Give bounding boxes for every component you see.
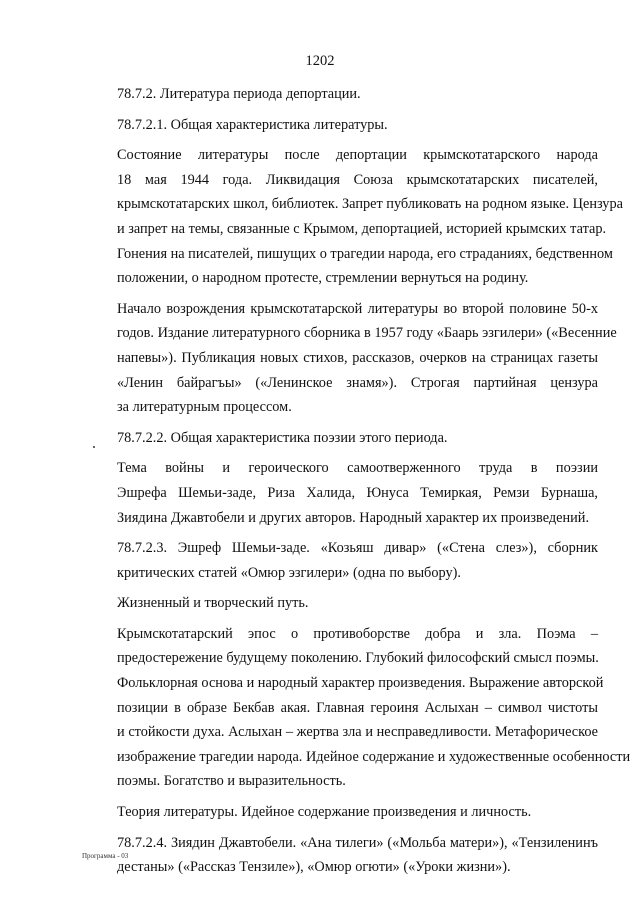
text-line: критических статей «Омюр эзгилери» (одна по выбору).	[117, 564, 461, 581]
paragraph-epic	[80, 622, 631, 794]
paragraph-life-path	[80, 591, 598, 616]
text-line: изображение трагедии народа. Идейное содержание и художественные особенности	[117, 748, 631, 765]
text-line: за литературным процессом.	[117, 399, 292, 416]
text-line: Жизненный и творческий путь.	[117, 595, 309, 612]
text-line: дестаны» («Рассказ Тензиле»), «Омюр огюти» («Уроки жизни»).	[117, 859, 511, 876]
scan-speck	[93, 446, 95, 448]
text-line: «Ленин байрагъы» («Ленинское знамя»). Строгая партийная цензура	[117, 374, 598, 391]
text-line: 78.7.2.4. Зиядин Джавтобели. «Ана тилеги» («Мольба матери»), «Тензиленинъ	[117, 834, 598, 851]
text-line: Начало возрождения крымскотатарской литературы во второй половине 50-х	[117, 300, 598, 317]
text-line: 18 мая 1944 года. Ликвидация Союза крымскотатарских писателей,	[117, 171, 598, 188]
text-line: 78.7.2. Литература периода депортации.	[117, 86, 361, 102]
text-line: Зиядина Джавтобели и других авторов. Народный характер их произведений.	[117, 509, 590, 526]
text-line: Теория литературы. Идейное содержание произведения и личность.	[117, 804, 532, 821]
text-line: годов. Издание литературного сборника в 1957 году «Баарь эзгилери» («Весенние	[117, 325, 617, 342]
text-line: поэмы. Богатство и выразительность.	[117, 773, 346, 790]
text-line: 78.7.2.2. Общая характеристика поэзии этого периода.	[117, 429, 448, 446]
text-line: Тема войны и героического самоотверженного труда в поэзии	[117, 460, 598, 477]
footer-label: Программа - 03	[82, 852, 129, 860]
section-heading-78-7-2	[80, 82, 598, 107]
document-body	[80, 82, 631, 886]
subsection-heading-78-7-2-2	[80, 426, 598, 451]
text-line: Гонения на писателей, пишущих о трагедии народа, его страданиях, бедственном	[117, 245, 613, 262]
subsection-heading-78-7-2-1	[80, 113, 598, 138]
text-line: и запрет на темы, связанные с Крымом, депортацией, историей крымских татар.	[117, 220, 607, 237]
text-line: и стойкости духа. Аслыхан – жертва зла и несправедливости. Метафорическое	[117, 724, 598, 741]
paragraph-theory	[80, 800, 598, 825]
text-line: предостережение будущему поколению. Глубокий философский смысл поэмы.	[117, 650, 599, 667]
text-line: 78.7.2.3. Эшреф Шемьи-заде. «Козьяш дивар» («Стена слез»), сборник	[117, 540, 598, 557]
text-line: 78.7.2.1. Общая характеристика литературы.	[117, 116, 388, 133]
page-number: 1202	[305, 53, 335, 69]
paragraph-revival	[80, 297, 617, 420]
text-line: крымскотатарских школ, библиотек. Запрет публиковать на родном языке. Цензура	[117, 196, 623, 213]
text-line: Эшрефа Шемьи-заде, Риза Халида, Юнуса Темиркая, Ремзи Бурнаша,	[117, 484, 598, 501]
subsection-heading-78-7-2-3	[80, 536, 598, 585]
text-line: Состояние литературы после депортации крымскотатарского народа	[117, 147, 598, 164]
text-line: Фольклорная основа и народный характер произведения. Выражение авторской	[117, 675, 604, 692]
text-line: напевы»). Публикация новых стихов, рассказов, очерков на страницах газеты	[117, 349, 598, 366]
text-line: положении, о народном протесте, стремлении вернуться на родину.	[117, 270, 529, 287]
paragraph-deportation-state	[80, 143, 623, 291]
subsection-heading-78-7-2-4	[80, 831, 598, 880]
text-line: Крымскотатарский эпос о противоборстве добра и зла. Поэма –	[117, 625, 598, 642]
text-line: позиции в образе Бекбав акая. Главная героиня Аслыхан – символ чистоты	[117, 699, 598, 716]
paragraph-war-theme	[80, 456, 598, 530]
